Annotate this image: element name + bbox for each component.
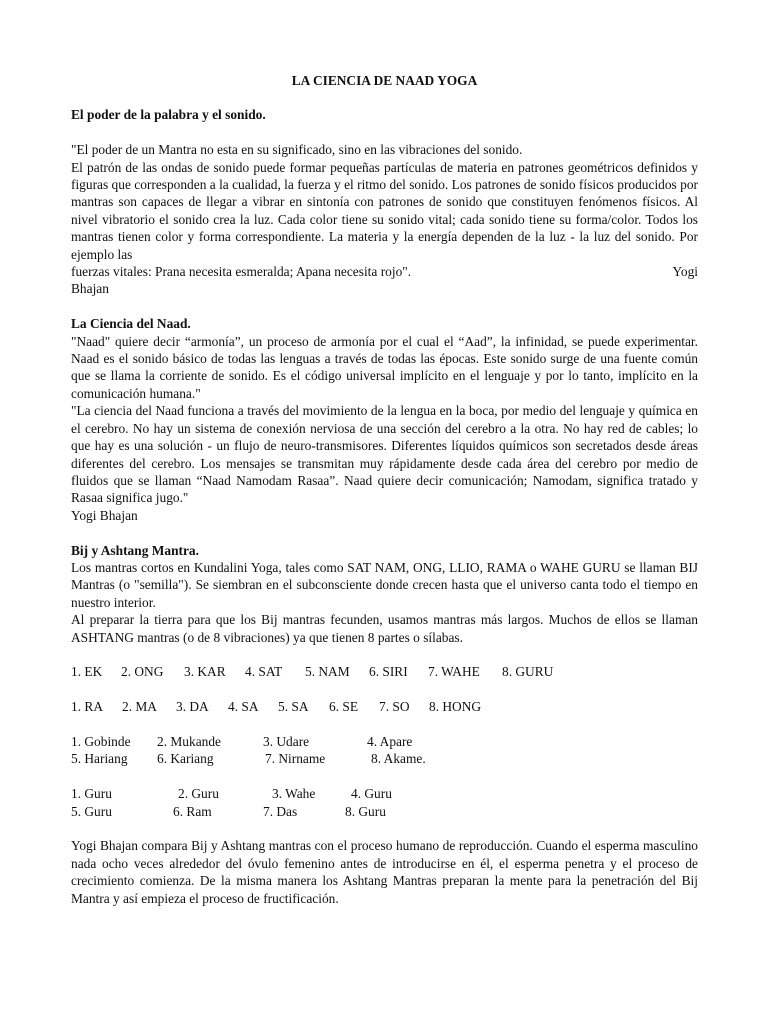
mantra-item: 3. Wahe [272, 786, 316, 802]
mantra-item: 7. Nirname [265, 751, 326, 767]
spacer [71, 646, 698, 663]
attribution-bhajan: Bhajan [71, 281, 109, 297]
mantra-item: 3. KAR [184, 664, 226, 680]
mantra-item: 6. SIRI [369, 664, 408, 680]
document-page [71, 72, 698, 907]
attribution-yogi: Yogi [672, 264, 698, 280]
paragraph-naad-1: "Naad" quiere decir “armonía”, un proceso de armonía por el cual el “Aad”, la infinidad, se puede experimentar. Naad es el sonido básico de todas las lenguas a través de todas las épocas. Este sonido surge de una fuente común que se llama la corriente de sonido. Es el código universal implícito en el lenguaje y por lo tanto, implícito en la comunicación humana." [71, 333, 698, 401]
mantra-item: 6. Kariang [157, 751, 214, 767]
attribution-line [71, 263, 698, 280]
document-title: LA CIENCIA DE NAAD YOGA [291, 73, 478, 88]
mantra-list-1 [71, 663, 698, 680]
mantra-item: 5. Guru [71, 803, 112, 819]
mantra-item: 7. SO [379, 699, 410, 715]
closing-paragraph: Yogi Bhajan compara Bij y Ashtang mantras con el proceso humano de reproducción. Cuando el esperma masculino nada ocho veces alrededor del óvulo femenino antes de introducirse en él, el esperma penetra y el proceso de crecimiento comienza. De la misma manera los Ashtang Mantras preparan la mente para la penetración del Bij Mantra y así empieza el proceso de fructificación. [71, 838, 698, 906]
spacer [71, 298, 698, 315]
paragraph-poder: El patrón de las ondas de sonido puede formar pequeñas partículas de materia en patrones geométricos definidos y figuras que corresponden a la cualidad, la fuerza y el ritmo del sonido. Los patrones de sonido físicos producidos por mantras son capaces de llegar a vibrar en sintonía con patrones de sonido que constituyen fenómenos físicos. Al nivel vibratorio el sonido crea la luz. Cada color tiene su sonido vital; cada sonido tiene su forma/color. Todos los mantras tienen color y forma correspondiente. La materia y la energía dependen de la luz - la luz del sonido. Por ejemplo las [71, 159, 698, 262]
paragraph-bij-2: Al preparar la tierra para que los Bij mantras fecunden, usamos mantras más largos. Muchos de ellos se llaman ASHTANG mantras (o de 8 vibraciones) ya que tienen 8 partes o sílabas. [71, 612, 698, 645]
mantra-list-3-row-2 [71, 750, 698, 767]
mantra-item: 6. Ram [173, 803, 212, 819]
mantra-item: 7. WAHE [428, 664, 480, 680]
section-heading-poder: El poder de la palabra y el sonido. [71, 107, 266, 123]
mantra-item: 5. Hariang [71, 751, 128, 767]
paragraph-bij-1: Los mantras cortos en Kundalini Yoga, tales como SAT NAM, ONG, LLIO, RAMA o WAHE GURU se llaman BIJ Mantras (o "semilla"). Se siembran en el subconsciente donde crecen hasta que el universo canta todo el tiempo en nuestro interior. [71, 559, 698, 610]
mantra-list-3-row-1 [71, 733, 698, 750]
mantra-item: 6. SE [329, 699, 359, 715]
mantra-item: 4. SA [228, 699, 259, 715]
mantra-item: 8. GURU [502, 664, 554, 680]
spacer [71, 768, 698, 785]
mantra-list-4-row-2 [71, 803, 698, 820]
mantra-item: 4. Guru [351, 786, 392, 802]
mantra-item: 3. Udare [263, 733, 310, 749]
mantra-item: 1. EK [71, 664, 103, 680]
section-heading-naad: La Ciencia del Naad. [71, 316, 191, 332]
spacer [71, 681, 698, 698]
mantra-item: 8. HONG [429, 699, 482, 715]
mantra-item: 1. Guru [71, 786, 112, 802]
spacer [71, 124, 698, 141]
mantra-item: 1. Gobinde [71, 733, 131, 749]
mantra-item: 8. Guru [345, 803, 386, 819]
spacer [71, 524, 698, 541]
mantra-item: 2. Mukande [157, 733, 221, 749]
mantra-item: 3. DA [176, 699, 209, 715]
mantra-list-2 [71, 698, 698, 715]
mantra-list-4-row-1 [71, 785, 698, 802]
mantra-item: 4. Apare [367, 733, 413, 749]
mantra-item: 5. SA [278, 699, 309, 715]
section-heading-bij: Bij y Ashtang Mantra. [71, 542, 199, 558]
attribution-naad: Yogi Bhajan [71, 507, 138, 523]
mantra-item: 4. SAT [245, 664, 283, 680]
quote-last-line: fuerzas vitales: Prana necesita esmeralda; Apana necesita rojo". [71, 264, 412, 280]
mantra-item: 1. RA [71, 699, 103, 715]
mantra-item: 2. MA [122, 699, 157, 715]
mantra-item: 5. NAM [305, 664, 350, 680]
mantra-item: 2. ONG [121, 664, 164, 680]
quote-first-line: "El poder de un Mantra no esta en su significado, sino en las vibraciones del sonido. [71, 142, 523, 158]
spacer [71, 820, 698, 837]
spacer [71, 716, 698, 733]
mantra-item: 2. Guru [178, 786, 219, 802]
mantra-item: 7. Das [263, 803, 298, 819]
paragraph-naad-2: "La ciencia del Naad funciona a través del movimiento de la lengua en la boca, por medio del lenguaje y química en el cerebro. No hay un sistema de conexión nerviosa de una sección del cerebro a la otra. No hay red de cables; lo que hay es una solución - un flujo de neuro-transmisores. Diferentes líquidos químicos son secretados desde áreas diferentes del cerebro. Los mensajes se transmitan muy rápidamente desde cada área del cerebro por medio de fluidos que se llaman “Naad Namodam Rasaa”. Naad quiere decir comunicación; Namodam, significa tratado y Rasaa significa jugo." [71, 403, 698, 506]
mantra-item: 8. Akame. [371, 751, 426, 767]
